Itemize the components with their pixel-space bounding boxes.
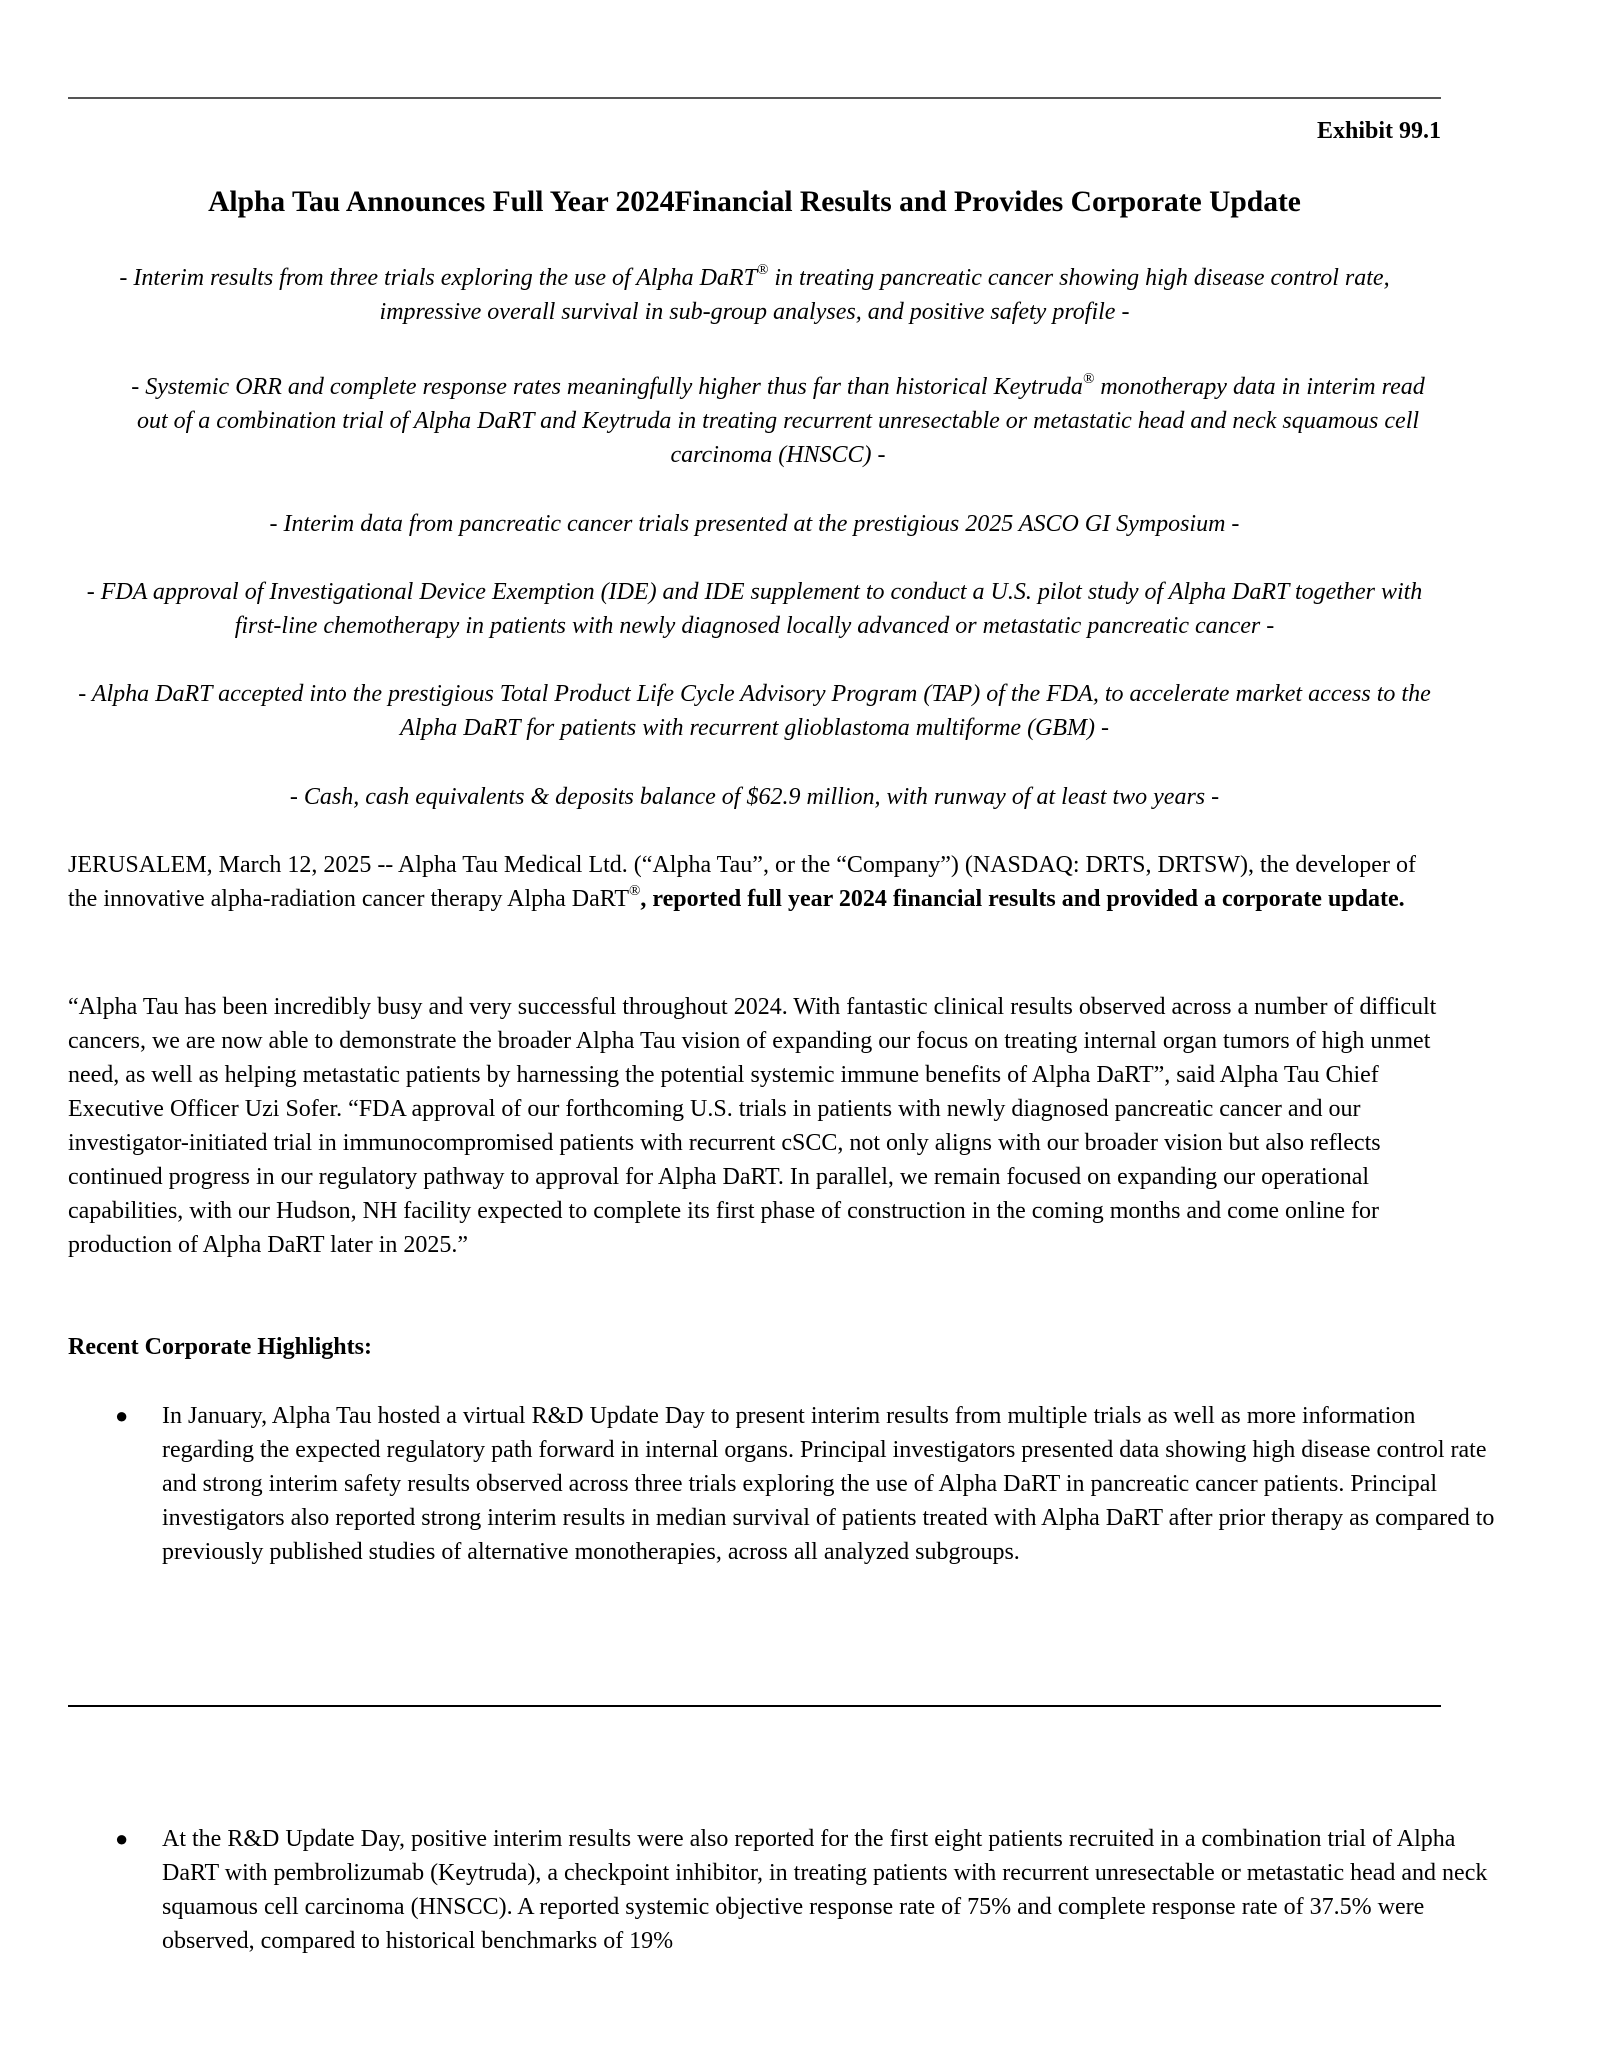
page-break-divider (68, 1705, 1441, 1707)
subheadline-3: - Interim data from pancreatic cancer trials presented at the prestigious 2025 ASCO GI Symposium - (269, 511, 1240, 537)
top-divider (68, 97, 1441, 99)
registered-mark: ® (756, 262, 769, 278)
registered-mark: ® (1082, 371, 1095, 387)
subheadline-6: - Cash, cash equivalents & deposits balance of $62.9 million, with runway of at least two years - (289, 784, 1220, 810)
list-item-text: In January, Alpha Tau hosted a virtual R&D Update Day to present interim results from multiple trials as well as more information regarding the expected regulatory path forward in internal organs. Principal investigators presented data showing high disease control rate and strong interim safety results observed across three trials exploring the use of Alpha DaRT in pancreatic cancer patients. Principal investigators also reported strong interim results in median survival of patients treated with Alpha DaRT after prior therapy as compared to previously published studies of alternative monotherapies, across all analyzed subgroups. (162, 1403, 1495, 1565)
subheadline-2: - Systemic ORR and complete response rates meaningfully higher thus far than historical Keytruda® monotherapy data in interim read out of a combination trial of Alpha DaRT and Keytruda in treating recurrent unresectable or metastatic head and neck squamous cell carcinoma (HNSCC) - (131, 371, 1425, 468)
intro-paragraph: JERUSALEM, March 12, 2025 -- Alpha Tau Medical Ltd. (“Alpha Tau”, or the “Company”) (NASDAQ: DRTS, DRTSW), the developer of the innovative alpha-radiation cancer therapy Alpha DaRT®, reported full year 2024 financial results and provided a corporate update. (68, 852, 1416, 912)
page-title: Alpha Tau Announces Full Year 2024Financial Results and Provides Corporate Update (208, 186, 1301, 218)
subheadline-1: - Interim results from three trials exploring the use of Alpha DaRT® in treating pancreatic cancer showing high disease control rate, impressive overall survival in sub-group analyses, and positive safety profile - (119, 262, 1390, 325)
subheadline-5: - Alpha DaRT accepted into the prestigious Total Product Life Cycle Advisory Program (TAP) of the FDA, to accelerate market access to the Alpha DaRT for patients with recurrent glioblastoma multiforme (GBM) - (78, 681, 1431, 741)
subheadline-4: - FDA approval of Investigational Device Exemption (IDE) and IDE supplement to conduct a U.S. pilot study of Alpha DaRT together with first-line chemotherapy in patients with newly diagnosed locally advanced or metastatic pancreatic cancer - (86, 579, 1423, 639)
bullet-icon: ● (115, 1826, 129, 1851)
registered-mark: ® (629, 883, 641, 899)
highlights-heading: Recent Corporate Highlights: (68, 1334, 372, 1360)
list-item-text: At the R&D Update Day, positive interim results were also reported for the first eight patients recruited in a combination trial of Alpha DaRT with pembrolizumab (Keytruda), a checkpoint inhibitor, in treating patients with recurrent unresectable or metastatic head and neck squamous cell carcinoma (HNSCC). A reported systemic objective response rate of 75% and complete response rate of 37.5% were observed, compared to historical benchmarks of 19% (162, 1826, 1488, 1954)
exhibit-label: Exhibit 99.1 (1316, 118, 1441, 144)
intro-bold-text: reported full year 2024 financial results and provided a corporate update. (652, 886, 1405, 912)
bullet-icon: ● (115, 1403, 129, 1428)
ceo-quote-paragraph: “Alpha Tau has been incredibly busy and very successful throughout 2024. With fantastic clinical results observed across a number of difficult cancers, we are now able to demonstrate the broader Alpha Tau vision of expanding our focus on treating internal organ tumors of high unmet need, as well as helping metastatic patients by harnessing the potential systemic immune benefits of Alpha DaRT”, said Alpha Tau Chief Executive Officer Uzi Sofer. “FDA approval of our forthcoming U.S. trials in patients with newly diagnosed pancreatic cancer and our investigator-initiated trial in immunocompromised patients with recurrent cSCC, not only aligns with our broader vision but also reflects continued progress in our regulatory pathway to approval for Alpha DaRT. In parallel, we remain focused on expanding our operational capabilities, with our Hudson, NH facility expected to complete its first phase of construction in the coming months and come online for production of Alpha DaRT later in 2025.” (68, 994, 1437, 1258)
